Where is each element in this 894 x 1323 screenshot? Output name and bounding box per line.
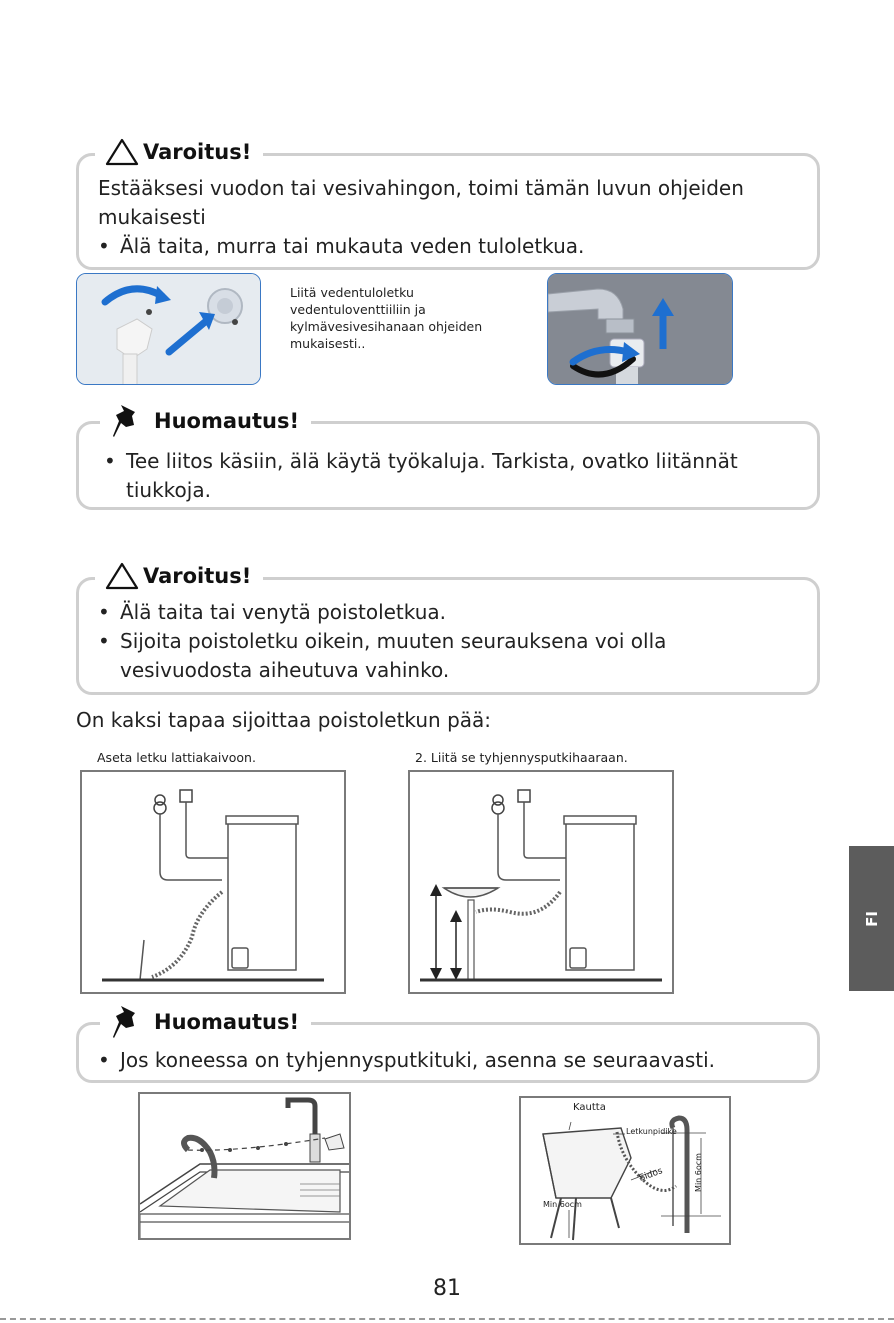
warning-body-2 — [98, 598, 803, 685]
label-min-right: Min 6ocm — [693, 1153, 703, 1192]
note-title-text-1: Huomautus! — [154, 409, 300, 433]
drain-option-1-label: Aseta letku lattiakaivoon. — [97, 750, 256, 765]
label-through: Kautta — [573, 1102, 606, 1113]
warning-title-1 — [95, 138, 263, 166]
warning-bullet-2-2: • Sijoita poistoletku oikein, muuten seurauksena voi olla vesivuodosta aiheutuva vahinko. — [98, 627, 803, 685]
photo-inlet-valve — [76, 273, 261, 385]
drain-option-2-label: 2. Liitä se tyhjennysputkihaaraan. — [415, 750, 628, 765]
pushpin-icon — [110, 403, 144, 439]
connect-caption: Liitä vedentuloletku vedentuloventtiiliin ja kylmävesivesihanaan ohjeiden mukaisesti.. — [290, 285, 483, 351]
warning-triangle-icon — [105, 562, 139, 590]
warning-title-2 — [95, 562, 263, 590]
label-hose-clip: Letkunpidike — [626, 1127, 677, 1136]
warning-bullet-2-1: • Älä taita tai venytä poistoletkua. — [98, 598, 803, 627]
note-body-2 — [98, 1046, 808, 1075]
page-number: 81 — [433, 1276, 461, 1301]
pushpin-icon — [110, 1004, 144, 1040]
warning-intro-1: Estääksesi vuodon tai vesivahingon, toimi tämän luvun ohjeiden mukaisesti — [98, 176, 744, 229]
warning-title-text-1: Varoitus! — [143, 140, 252, 164]
note-bullet-1-1: • Tee liitos käsiin, älä käytä työkaluja. Tarkista, ovatko liitännät tiukkoja. — [104, 447, 804, 505]
diagram-drain-pipe — [408, 770, 674, 994]
photo-faucet — [547, 273, 733, 385]
warning-title-text-2: Varoitus! — [143, 564, 252, 588]
label-tie: Sidos — [638, 1166, 665, 1184]
note-title-text-2: Huomautus! — [154, 1010, 300, 1034]
note-body-1 — [104, 447, 804, 505]
warning-triangle-icon — [105, 138, 139, 166]
note-title-2 — [100, 1004, 311, 1040]
label-min-left: Min 6ocm — [543, 1200, 582, 1209]
diagram-floor-drain — [80, 770, 346, 994]
note-bullet-2-1: • Jos koneessa on tyhjennysputkituki, asenna se seuraavasti. — [98, 1046, 808, 1075]
language-tab — [849, 846, 894, 991]
drain-heading: On kaksi tapaa sijoittaa poistoletkun pää: — [76, 708, 492, 732]
diagram-sink — [138, 1092, 351, 1240]
warning-bullet-1-1: • Älä taita, murra tai mukauta veden tuloletkua. — [98, 232, 803, 261]
note-title-1 — [100, 403, 311, 439]
page-cut-line — [0, 1318, 894, 1320]
diagram-hose-holder — [519, 1096, 731, 1245]
language-tab-label: FI — [862, 910, 881, 927]
warning-body-1 — [98, 174, 803, 261]
